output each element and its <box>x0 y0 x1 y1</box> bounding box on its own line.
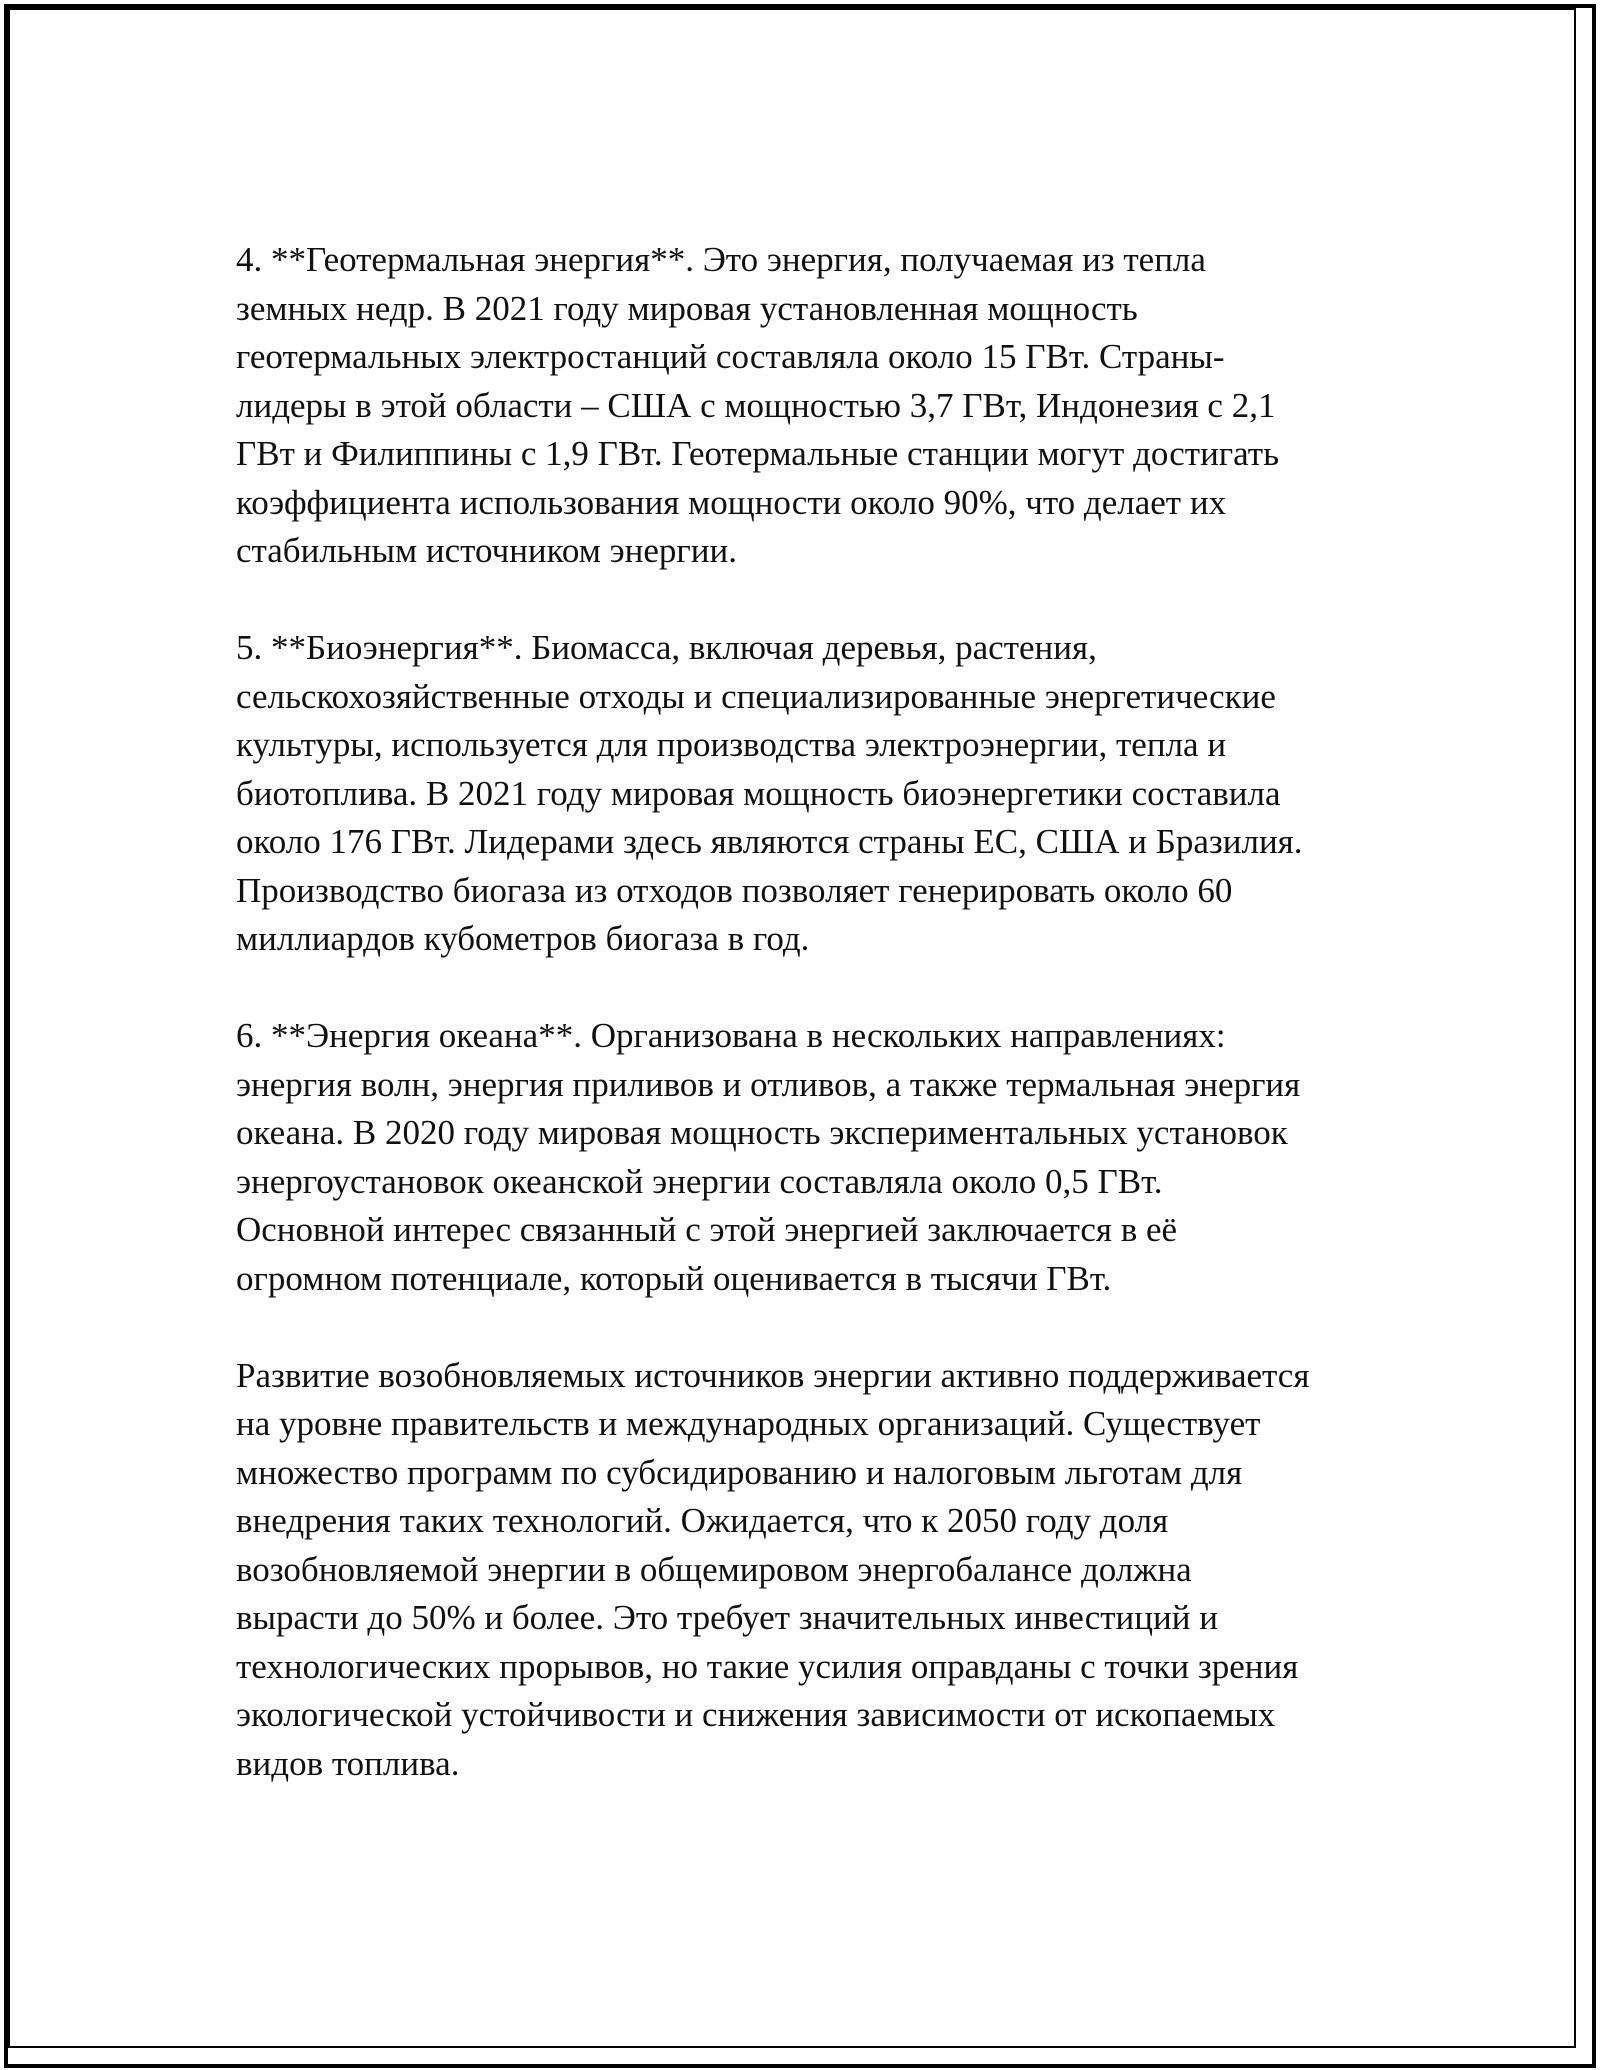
paragraph-ocean-energy <box>236 1012 1400 1303</box>
text-line: вырасти до 50% и более. Это требует значительных инвестиций и <box>236 1598 1218 1637</box>
text-line: видов топлива. <box>236 1743 460 1783</box>
text-line: Развитие возобновляемых источников энергии активно поддерживается <box>236 1355 1310 1395</box>
text-line: стабильным источником энергии. <box>236 531 737 570</box>
text-line: множество программ по субсидированию и налоговым льготам для <box>236 1452 1243 1492</box>
text-line: земных недр. В 2021 году мировая установленная мощность <box>236 288 1138 328</box>
document-body <box>236 236 1400 1788</box>
text-line: миллиардов кубометров биогаза в год. <box>236 919 810 958</box>
paragraph-geothermal <box>236 236 1400 576</box>
text-line: энергия волн, энергия приливов и отливов, а также термальная энергия <box>236 1064 1301 1104</box>
text-line: океана. В 2020 году мировая мощность экспериментальных установок <box>236 1113 1288 1152</box>
text-line: сельскохозяйственные отходы и специализированные энергетические <box>236 676 1276 716</box>
text-line: культуры, используется для производства электроэнергии, тепла и <box>236 725 1227 764</box>
paragraph-bioenergy <box>236 624 1400 964</box>
text-line: Основной интерес связанный с этой энергией заключается в её <box>236 1210 1178 1249</box>
text-line: на уровне правительств и международных организаций. Существует <box>236 1404 1261 1443</box>
text-line: внедрения таких технологий. Ожидается, что к 2050 году доля <box>236 1501 1169 1540</box>
text-line: лидеры в этой области – США с мощностью 3,7 ГВт, Индонезия с 2,1 <box>236 385 1276 425</box>
text-line: Производство биогаза из отходов позволяет генерировать около 60 <box>236 870 1233 910</box>
text-line: энергоустановок океанской энергии составляла около 0,5 ГВт. <box>236 1161 1163 1201</box>
text-line: ГВт и Филиппины с 1,9 ГВт. Геотермальные станции могут достигать <box>236 434 1280 473</box>
text-line: биотоплива. В 2021 году мировая мощность биоэнергетики составила <box>236 773 1281 813</box>
text-line: около 176 ГВт. Лидерами здесь являются страны ЕС, США и Бразилия. <box>236 822 1303 861</box>
text-line: 4. **Геотермальная энергия**. Это энергия, получаемая из тепла <box>236 240 1206 279</box>
text-line: экологической устойчивости и снижения зависимости от ископаемых <box>236 1695 1276 1734</box>
text-line: геотермальных электростанций составляла около 15 ГВт. Страны- <box>236 337 1225 376</box>
text-line: 5. **Биоэнергия**. Биомасса, включая деревья, растения, <box>236 628 1097 667</box>
text-line: технологических прорывов, но такие усилия оправданы с точки зрения <box>236 1646 1299 1686</box>
text-line: огромном потенциале, который оценивается в тысячи ГВт. <box>236 1258 1112 1298</box>
text-line: возобновляемой энергии в общемировом энергобалансе должна <box>236 1549 1192 1589</box>
paragraph-conclusion <box>236 1352 1400 1789</box>
text-line: коэффициента использования мощности около 90%, что делает их <box>236 482 1227 522</box>
text-line: 6. **Энергия океана**. Организована в нескольких направлениях: <box>236 1016 1226 1055</box>
